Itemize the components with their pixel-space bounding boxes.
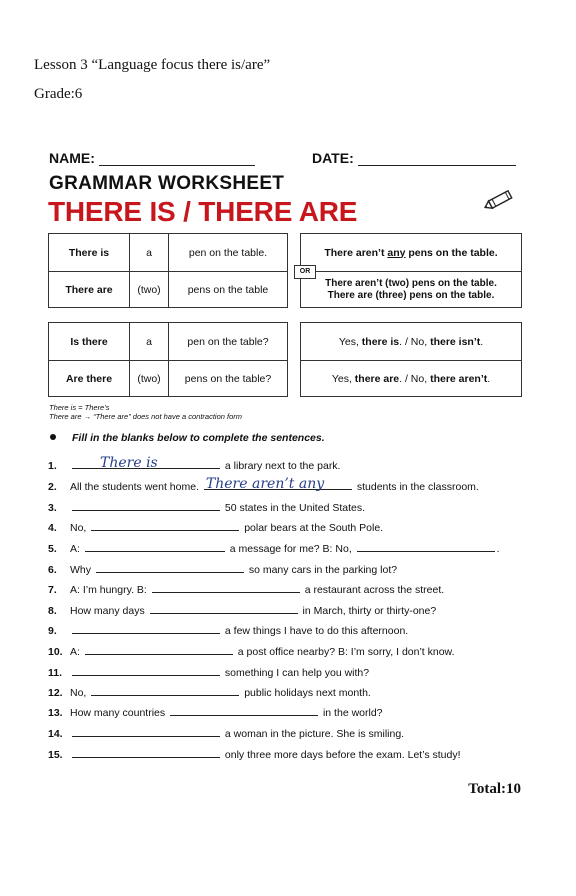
answer-blank[interactable] [357,540,495,552]
question-15 [48,746,461,760]
answer-blank[interactable] [85,540,225,552]
question-number: 7. [48,584,57,596]
question-3 [48,499,365,513]
cell: (two) [130,361,169,397]
question-9 [48,622,408,636]
cell-text: . [487,372,491,385]
cell-emphasis: there is [361,335,400,348]
question-text: How many days [70,605,145,617]
negative-table [300,233,522,308]
worksheet-subtitle: THERE IS / THERE ARE [48,196,358,227]
question-text: in the world? [322,707,383,719]
answer-blank[interactable] [72,457,220,469]
question-7 [48,581,444,595]
question-number: 5. [48,543,57,555]
question-text: A: I’m hungry. B: [70,584,147,596]
question-table [48,322,288,397]
cell-emphasis: there are [354,372,400,385]
question-number: 11. [48,667,63,679]
question-5 [48,540,500,554]
question-6 [48,561,397,575]
question-number: 12. [48,687,63,699]
question-text: polar bears at the South Pole. [244,522,384,534]
cell: There are [49,272,130,308]
note-no-contraction: There are → “There are” does not have a contraction form [49,412,243,421]
cell-text: . [480,335,484,348]
cell: Is there [49,323,130,361]
cell: pen on the table. [169,234,288,272]
question-text: A: [70,543,80,555]
cell: pens on the table? [169,361,288,397]
question-text: 50 states in the United States. [224,502,366,514]
question-12 [48,684,371,698]
handwritten-answer: There aren’t any [205,476,325,492]
cell: pen on the table? [169,323,288,361]
question-text: a restaurant across the street. [304,584,445,596]
cell [301,272,522,308]
question-1 [48,457,340,471]
cell: Are there [49,361,130,397]
date-blank[interactable] [358,165,516,166]
question-text: a library next to the park. [224,460,341,472]
worksheet-title: GRAMMAR WORKSHEET [49,173,285,194]
answer-blank[interactable] [96,561,244,573]
question-text: a post office nearby? B: I’m sorry, I don’t know. [237,646,455,658]
answer-blank[interactable] [72,499,220,511]
question-number: 9. [48,625,57,637]
affirmative-table [48,233,288,308]
question-number: 15. [48,749,63,761]
question-text: How many countries [70,707,166,719]
cell-emphasis: there isn’t [430,335,481,348]
cell-text: Yes, [331,372,355,385]
question-text: All the students went home. [70,481,199,493]
question-text: students in the classroom. [356,481,479,493]
question-text: a message for me? B: No, [229,543,352,555]
question-text: so many cars in the parking lot? [248,564,398,576]
question-number: 14. [48,728,63,740]
note-contraction: There is = There’s [49,403,110,412]
answer-blank[interactable] [72,622,220,634]
cell-text: Yes, [338,335,362,348]
name-row [49,150,255,166]
bullet-icon [50,434,56,440]
cell-text: There are (three) pens on the table. [327,289,495,301]
name-label: NAME: [49,150,95,166]
question-text: something I can help you with? [224,667,370,679]
cell: a [130,234,169,272]
answer-blank[interactable] [91,684,239,696]
question-text: No, [70,687,87,699]
question-10 [48,643,454,657]
cell: a [130,323,169,361]
cell [301,361,522,397]
lesson-title: Lesson 3 “Language focus there is/are” [34,57,271,73]
cell-emphasis: there aren’t [430,372,488,385]
date-row [312,150,516,166]
question-number: 3. [48,502,57,514]
question-text: public holidays next month. [244,687,371,699]
pencil-icon [483,186,519,212]
question-text: A: [70,646,80,658]
answer-blank[interactable] [170,704,318,716]
cell: pens on the table [169,272,288,308]
answer-blank[interactable] [91,519,239,531]
cell-text: . / No, [399,335,431,348]
question-number: 2. [48,481,57,493]
cell-text: pens on the table. [405,246,498,259]
grade-label: Grade:6 [34,86,83,102]
question-text: No, [70,522,87,534]
cell-text: There aren’t (two) pens on the table. [325,277,497,289]
cell [301,234,522,272]
cell-emphasis: any [387,246,406,259]
question-number: 1. [48,460,57,472]
question-number: 8. [48,605,57,617]
question-number: 4. [48,522,57,534]
question-2 [48,478,479,492]
question-4 [48,519,383,533]
handwritten-answer: There is [100,455,158,471]
answer-blank[interactable] [150,602,298,614]
cell-text: There aren’t [324,246,388,259]
cell [301,323,522,361]
question-11 [48,664,369,678]
or-label: OR [294,265,316,279]
question-number: 13. [48,707,63,719]
instruction: Fill in the blanks below to complete the sentences. [72,432,325,444]
question-number: 10. [48,646,63,658]
cell: (two) [130,272,169,308]
answer-blank[interactable] [72,664,220,676]
cell-text: . / No, [399,372,431,385]
question-text: a few things I have to do this afternoon. [224,625,409,637]
answer-blank[interactable] [72,746,220,758]
question-8 [48,602,436,616]
short-answer-table [300,322,522,397]
total-score: Total:10 [468,781,521,797]
answer-blank[interactable] [85,643,233,655]
question-14 [48,725,404,739]
cell: There is [49,234,130,272]
question-text: in March, thirty or thirty-one? [302,605,437,617]
name-blank[interactable] [99,165,255,166]
question-text: . [496,543,500,555]
question-number: 6. [48,564,57,576]
question-13 [48,704,383,718]
question-text: Why [70,564,91,576]
answer-blank[interactable] [72,725,220,737]
answer-blank[interactable] [152,581,300,593]
date-label: DATE: [312,150,354,166]
question-text: a woman in the picture. She is smiling. [224,728,405,740]
question-text: only three more days before the exam. Let’s study! [224,749,461,761]
answer-blank[interactable] [204,478,352,490]
